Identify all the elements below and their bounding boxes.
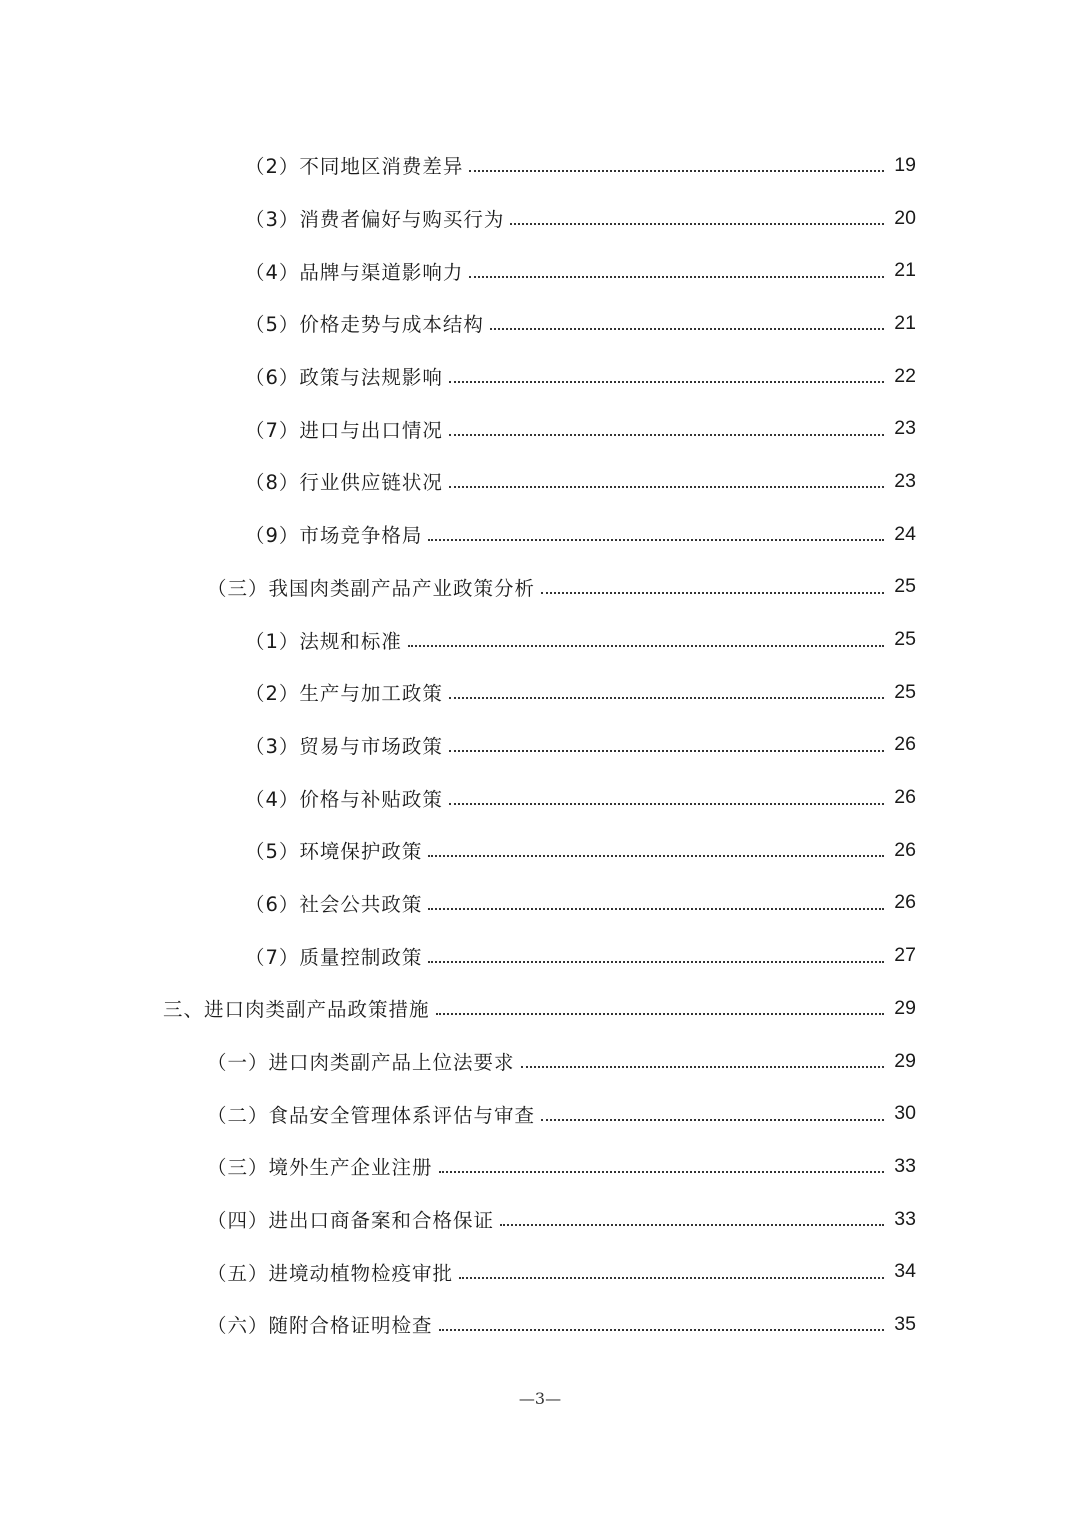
toc-entry[interactable] (0, 297, 1080, 350)
toc-entry-title: （9）市场竞争格局 (245, 524, 423, 548)
toc-page-number: 35 (894, 1312, 916, 1335)
toc-entry[interactable] (0, 1140, 1080, 1193)
toc-entry-title: （六）随附合格证明检查 (207, 1314, 433, 1338)
toc-entry-title: （五）进境动植物检疫审批 (207, 1261, 454, 1285)
toc-entry[interactable] (0, 561, 1080, 614)
toc-entry[interactable] (0, 719, 1080, 772)
toc-page-number: 27 (894, 944, 916, 967)
toc-entry-title: （7）质量控制政策 (245, 945, 423, 969)
toc-entry[interactable] (0, 192, 1080, 245)
toc-entry[interactable] (0, 824, 1080, 877)
toc-leader-dots (449, 750, 884, 752)
toc-leader-dots (449, 381, 884, 383)
toc-entry[interactable] (0, 666, 1080, 719)
toc-entry-title: （1）法规和标准 (245, 629, 402, 653)
toc-entry-title: （一）进口肉类副产品上位法要求 (207, 1051, 515, 1075)
toc-entry-title: （3）贸易与市场政策 (245, 734, 443, 758)
toc-entry-title: （二）食品安全管理体系评估与审查 (207, 1103, 536, 1127)
toc-leader-dots (439, 1171, 884, 1173)
toc-entry-title: （三）我国肉类副产品产业政策分析 (207, 576, 536, 600)
toc-leader-dots (469, 276, 884, 278)
toc-page-number: 29 (894, 1049, 916, 1072)
toc-entry-title: 三、进口肉类副产品政策措施 (163, 998, 430, 1022)
toc-leader-dots (521, 1066, 884, 1068)
toc-entry[interactable] (0, 508, 1080, 561)
toc-entry[interactable] (0, 771, 1080, 824)
toc-entry-title: （4）价格与补贴政策 (245, 787, 443, 811)
toc-entry[interactable] (0, 982, 1080, 1035)
toc-leader-dots (439, 1329, 884, 1331)
toc-leader-dots (500, 1224, 884, 1226)
toc-entry-title: （三）境外生产企业注册 (207, 1156, 433, 1180)
page-footer-number: —3— (518, 1389, 562, 1408)
toc-page-number: 25 (894, 575, 916, 598)
toc-page-number: 24 (894, 522, 916, 545)
toc-entry[interactable] (0, 139, 1080, 192)
toc-page-number: 21 (894, 259, 916, 282)
toc-page-number: 25 (894, 680, 916, 703)
toc-leader-dots (449, 697, 884, 699)
toc-leader-dots (428, 539, 884, 541)
toc-leader-dots (449, 803, 884, 805)
toc-leader-dots (408, 645, 884, 647)
toc-page-number: 34 (894, 1260, 916, 1283)
toc-leader-dots (436, 1013, 884, 1015)
toc-leader-dots (459, 1277, 884, 1279)
toc-page-number: 29 (894, 996, 916, 1019)
toc-entry[interactable] (0, 1245, 1080, 1298)
toc-leader-dots (428, 855, 884, 857)
toc-page-number: 23 (894, 417, 916, 440)
toc-leader-dots (541, 592, 884, 594)
toc-entry-title: （5）环境保护政策 (245, 840, 423, 864)
toc-page-number: 20 (894, 206, 916, 229)
toc-entry[interactable] (0, 1087, 1080, 1140)
toc-leader-dots (469, 170, 884, 172)
toc-leader-dots (449, 486, 884, 488)
toc-page-number: 33 (894, 1207, 916, 1230)
toc-entry[interactable] (0, 1035, 1080, 1088)
toc-page-number: 21 (894, 311, 916, 334)
toc-page-number: 23 (894, 469, 916, 492)
toc-entry-title: （6）社会公共政策 (245, 892, 423, 916)
toc-entry-title: （2）生产与加工政策 (245, 682, 443, 706)
toc-leader-dots (541, 1119, 884, 1121)
table-of-contents (0, 139, 1080, 1351)
toc-entry[interactable] (0, 244, 1080, 297)
toc-page-number: 26 (894, 838, 916, 861)
toc-entry-title: （5）价格走势与成本结构 (245, 313, 484, 337)
toc-entry-title: （8）行业供应链状况 (245, 471, 443, 495)
toc-page-number: 33 (894, 1154, 916, 1177)
toc-entry-title: （6）政策与法规影响 (245, 366, 443, 390)
toc-leader-dots (428, 908, 884, 910)
toc-leader-dots (490, 328, 884, 330)
toc-page-number: 25 (894, 628, 916, 651)
toc-entry-title: （4）品牌与渠道影响力 (245, 260, 464, 284)
toc-page-number: 26 (894, 891, 916, 914)
toc-entry-title: （3）消费者偏好与购买行为 (245, 208, 505, 232)
toc-entry[interactable] (0, 929, 1080, 982)
toc-entry[interactable] (0, 877, 1080, 930)
toc-entry[interactable] (0, 1298, 1080, 1351)
toc-page-number: 30 (894, 1102, 916, 1125)
toc-leader-dots (510, 223, 884, 225)
toc-entry[interactable] (0, 402, 1080, 455)
toc-entry-title: （7）进口与出口情况 (245, 418, 443, 442)
toc-entry[interactable] (0, 350, 1080, 403)
toc-entry-title: （四）进出口商备案和合格保证 (207, 1209, 495, 1233)
toc-entry[interactable] (0, 1193, 1080, 1246)
toc-entry[interactable] (0, 613, 1080, 666)
toc-page-number: 26 (894, 786, 916, 809)
toc-page-number: 19 (894, 153, 916, 176)
toc-leader-dots (449, 434, 884, 436)
toc-page-number: 26 (894, 733, 916, 756)
toc-entry-title: （2）不同地区消费差异 (245, 155, 464, 179)
toc-leader-dots (428, 961, 884, 963)
toc-entry[interactable] (0, 455, 1080, 508)
toc-page-number: 22 (894, 364, 916, 387)
